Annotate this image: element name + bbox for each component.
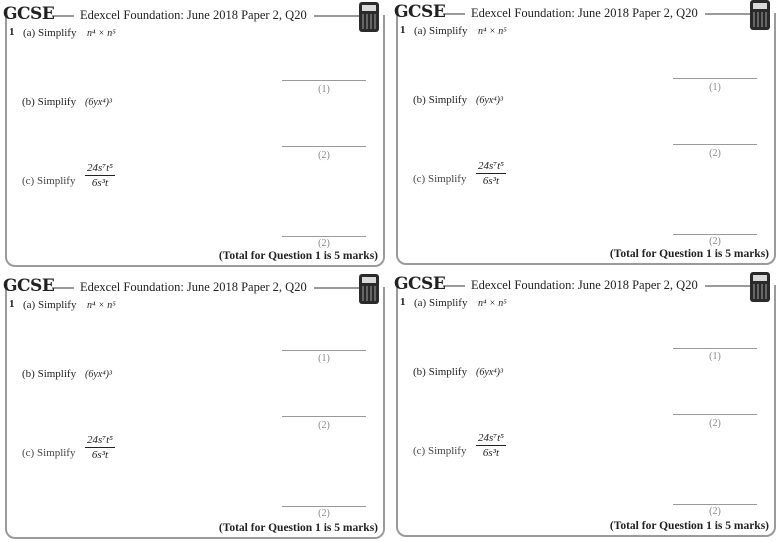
fraction-numerator: 24s⁷t⁵ <box>87 434 113 446</box>
mark-b: (2) <box>709 418 721 429</box>
fraction-numerator: 24s⁷t⁵ <box>478 432 504 444</box>
answer-line-b[interactable] <box>673 414 757 415</box>
part-a-label: (a) Simplify <box>23 27 77 39</box>
calculator-icon <box>750 0 770 30</box>
mark-c: (2) <box>318 238 330 249</box>
part-b-expression: (6yx⁴)³ <box>85 97 113 108</box>
question-number: 1 <box>9 26 15 38</box>
card-frame <box>396 285 776 537</box>
mark-b: (2) <box>318 420 330 431</box>
question-number: 1 <box>400 296 406 308</box>
part-b-label: (b) Simplify <box>22 96 77 108</box>
part-c-label: (c) Simplify <box>22 175 76 187</box>
question-number: 1 <box>400 24 406 36</box>
answer-line-b[interactable] <box>673 144 757 145</box>
mark-b: (2) <box>709 148 721 159</box>
total-marks: (Total for Question 1 is 5 marks) <box>609 248 769 260</box>
part-c-fraction <box>476 160 506 187</box>
paper-title: Edexcel Foundation: June 2018 Paper 2, Q20 <box>471 6 698 20</box>
part-a-expression: n⁴ × n⁵ <box>87 300 116 311</box>
worksheet-card-bottom-left <box>0 272 388 542</box>
total-marks: (Total for Question 1 is 5 marks) <box>218 522 378 534</box>
card-frame <box>5 15 385 267</box>
part-b-expression: (6yx⁴)³ <box>476 95 504 106</box>
mark-c: (2) <box>318 508 330 519</box>
fraction-denominator: 6s³t <box>482 447 500 459</box>
gcse-logo: GCSE <box>3 4 55 24</box>
question-number: 1 <box>9 298 15 310</box>
part-c-fraction <box>85 162 115 189</box>
card-frame <box>396 13 776 265</box>
answer-line-a[interactable] <box>673 348 757 349</box>
part-c-label: (c) Simplify <box>22 447 76 459</box>
calculator-icon <box>359 2 379 32</box>
fraction-denominator: 6s³t <box>91 177 109 189</box>
part-b-expression: (6yx⁴)³ <box>85 369 113 380</box>
mark-a: (1) <box>709 82 721 93</box>
answer-line-a[interactable] <box>282 350 366 351</box>
mark-b: (2) <box>318 150 330 161</box>
answer-line-a[interactable] <box>673 78 757 79</box>
part-c-label: (c) Simplify <box>413 173 467 185</box>
worksheet-card-bottom-right <box>391 270 779 540</box>
part-c-fraction <box>85 434 115 461</box>
paper-title: Edexcel Foundation: June 2018 Paper 2, Q20 <box>471 278 698 292</box>
part-b-label: (b) Simplify <box>22 368 77 380</box>
card-frame <box>5 287 385 539</box>
mark-a: (1) <box>318 353 330 364</box>
part-b-expression: (6yx⁴)³ <box>476 367 504 378</box>
part-a-label: (a) Simplify <box>23 299 77 311</box>
worksheet-card-top-left <box>0 0 388 270</box>
worksheet-card-top-right <box>391 0 779 268</box>
total-marks: (Total for Question 1 is 5 marks) <box>609 520 769 532</box>
fraction-denominator: 6s³t <box>91 449 109 461</box>
answer-line-c[interactable] <box>673 504 757 505</box>
part-a-expression: n⁴ × n⁵ <box>478 298 507 309</box>
part-c-label: (c) Simplify <box>413 445 467 457</box>
mark-a: (1) <box>709 351 721 362</box>
mark-c: (2) <box>709 236 721 247</box>
mark-c: (2) <box>709 506 721 517</box>
gcse-logo: GCSE <box>3 276 55 296</box>
fraction-numerator: 24s⁷t⁵ <box>478 160 504 172</box>
paper-title: Edexcel Foundation: June 2018 Paper 2, Q20 <box>80 280 307 294</box>
part-a-expression: n⁴ × n⁵ <box>478 26 507 37</box>
gcse-logo: GCSE <box>394 274 446 294</box>
gcse-logo: GCSE <box>394 2 446 22</box>
part-a-expression: n⁴ × n⁵ <box>87 28 116 39</box>
part-b-label: (b) Simplify <box>413 366 468 378</box>
calculator-icon <box>750 272 770 302</box>
fraction-numerator: 24s⁷t⁵ <box>87 162 113 174</box>
fraction-denominator: 6s³t <box>482 175 500 187</box>
part-a-label: (a) Simplify <box>414 297 468 309</box>
part-b-label: (b) Simplify <box>413 94 468 106</box>
mark-a: (1) <box>318 84 330 95</box>
total-marks: (Total for Question 1 is 5 marks) <box>218 250 378 262</box>
answer-line-c[interactable] <box>673 234 757 235</box>
answer-line-a[interactable] <box>282 80 366 81</box>
part-c-fraction <box>476 432 506 459</box>
answer-line-c[interactable] <box>282 236 366 237</box>
answer-line-b[interactable] <box>282 146 366 147</box>
part-a-label: (a) Simplify <box>414 25 468 37</box>
answer-line-c[interactable] <box>282 506 366 507</box>
calculator-icon <box>359 274 379 304</box>
paper-title: Edexcel Foundation: June 2018 Paper 2, Q20 <box>80 8 307 22</box>
answer-line-b[interactable] <box>282 416 366 417</box>
